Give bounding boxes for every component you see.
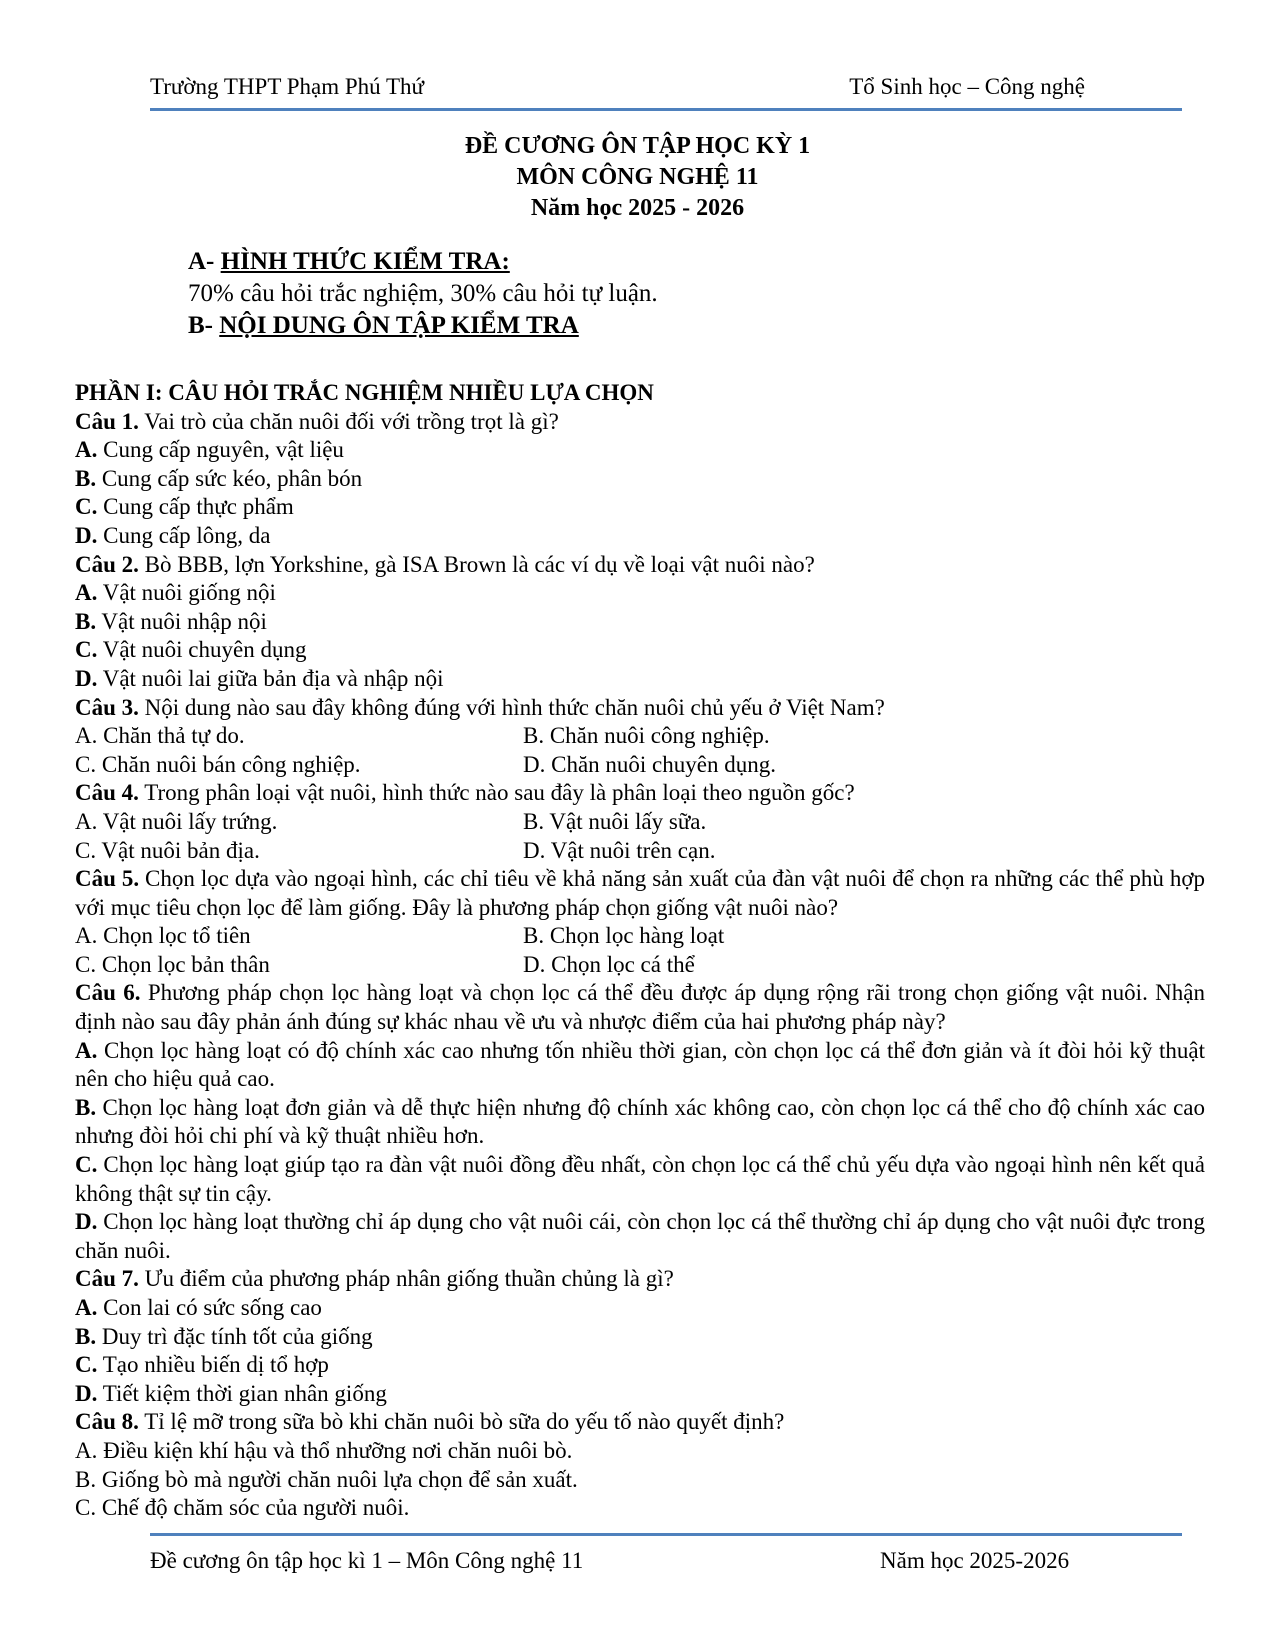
title-line-1: ĐỀ CƯƠNG ÔN TẬP HỌC KỲ 1: [464, 133, 811, 159]
question-4: Câu 4. Trong phân loại vật nuôi, hình thức nào sau đây là phân loại theo nguồn gốc?: [75, 780, 855, 806]
title-line-2: MÔN CÔNG NGHỆ 11: [516, 164, 759, 190]
question-4-option-d: D. Vật nuôi trên cạn.: [523, 837, 716, 863]
part-heading: PHẦN I: CÂU HỎI TRẮC NGHIỆM NHIỀU LỰA CHỌN: [75, 380, 654, 405]
question-4-option-c: C. Vật nuôi bản địa.: [75, 837, 260, 863]
question-8-option-a: A. Điều kiện khí hậu và thổ nhưỡng nơi chăn nuôi bò.: [75, 1437, 573, 1463]
question-6-option-c: C. Chọn lọc hàng loạt giúp tạo ra đàn vật nuôi đồng đều nhất, còn chọn lọc cá thể chủ yếu dựa vào ngoại hình nên kết quả không thật sự tin cậy.: [75, 1152, 1205, 1206]
question-6-option-b: B. Chọn lọc hàng loạt đơn giản và dễ thực hiện nhưng độ chính xác không cao, còn chọn lọc cá thể cho độ chính xác cao nhưng đòi hỏi chi phí và kỹ thuật nhiều hơn.: [75, 1094, 1205, 1149]
question-3-option-d: D. Chăn nuôi chuyên dụng.: [523, 751, 776, 777]
question-1-option-d: D. Cung cấp lông, da: [75, 522, 271, 548]
footer-rule: [150, 1533, 1182, 1536]
question-7-option-c: C. Tạo nhiều biến dị tổ hợp: [75, 1352, 329, 1378]
footer-title: Đề cương ôn tập học kì 1 – Môn Công nghệ 11: [150, 1548, 584, 1573]
question-3-option-a: A. Chăn thả tự do.: [75, 723, 245, 749]
footer-year: Năm học 2025-2026: [880, 1548, 1070, 1573]
question-7-option-b: B. Duy trì đặc tính tốt của giống: [75, 1323, 373, 1349]
question-8-option-c: C. Chế độ chăm sóc của người nuôi.: [75, 1495, 410, 1521]
section-a-heading: A- HÌNH THỨC KIỂM TRA:: [188, 248, 510, 275]
question-2-option-c: C. Vật nuôi chuyên dụng: [75, 637, 307, 663]
question-4-option-a: A. Vật nuôi lấy trứng.: [75, 808, 278, 834]
question-2: Câu 2. Bò BBB, lợn Yorkshine, gà ISA Brown là các ví dụ về loại vật nuôi nào?: [75, 551, 815, 577]
page-header: [150, 74, 1125, 104]
question-1: Câu 1. Vai trò của chăn nuôi đối với trồng trọt là gì?: [75, 408, 559, 434]
question-3: Câu 3. Nội dung nào sau đây không đúng với hình thức chăn nuôi chủ yếu ở Việt Nam?: [75, 694, 885, 720]
question-1-option-a: A. Cung cấp nguyên, vật liệu: [75, 437, 344, 463]
question-7-option-d: D. Tiết kiệm thời gian nhân giống: [75, 1380, 387, 1406]
question-8: Câu 8. Tỉ lệ mỡ trong sữa bò khi chăn nuôi bò sữa do yếu tố nào quyết định?: [75, 1409, 785, 1435]
question-4-options-row-1: [75, 808, 1205, 837]
question-5: Câu 5. Chọn lọc dựa vào ngoại hình, các chỉ tiêu về khả năng sản xuất của đàn vật nuôi để chọn ra những các thể phù hợp với mục tiêu chọn lọc để làm giống. Đây là phương pháp chọn giống vật nuôi nào?: [75, 866, 1205, 920]
question-2-option-b: B. Vật nuôi nhập nội: [75, 608, 267, 634]
question-5-options-row-2: [75, 951, 1205, 980]
question-3-options-row-1: [75, 722, 1205, 751]
section-a: [188, 246, 658, 342]
document-title: [0, 131, 1275, 224]
question-5-option-b: B. Chọn lọc hàng loạt: [523, 923, 725, 949]
question-5-options-row-1: [75, 922, 1205, 951]
question-3-options-row-2: [75, 751, 1205, 780]
question-5-option-a: A. Chọn lọc tổ tiên: [75, 923, 251, 949]
section-a-text: 70% câu hỏi trắc nghiệm, 30% câu hỏi tự luận.: [188, 280, 658, 307]
question-1-option-b: B. Cung cấp sức kéo, phân bón: [75, 465, 363, 491]
question-2-option-d: D. Vật nuôi lai giữa bản địa và nhập nội: [75, 665, 444, 691]
question-4-options-row-2: [75, 837, 1205, 866]
question-4-option-b: B. Vật nuôi lấy sữa.: [523, 808, 707, 834]
question-1-option-c: C. Cung cấp thực phẩm: [75, 494, 294, 520]
question-3-option-b: B. Chăn nuôi công nghiệp.: [523, 723, 770, 749]
question-2-option-a: A. Vật nuôi giống nội: [75, 580, 276, 606]
school-name: Trường THPT Phạm Phú Thứ: [150, 74, 424, 99]
department-name: Tổ Sinh học – Công nghệ: [849, 74, 1085, 99]
section-b-heading: B- NỘI DUNG ÔN TẬP KIỂM TRA: [188, 312, 579, 339]
question-6-option-d: D. Chọn lọc hàng loạt thường chỉ áp dụng cho vật nuôi cái, còn chọn lọc cá thể thường chỉ áp dụng cho vật nuôi đực trong chăn nuôi.: [75, 1209, 1205, 1263]
question-list: [75, 379, 1205, 1523]
question-7: Câu 7. Ưu điểm của phương pháp nhân giống thuần chủng là gì?: [75, 1266, 674, 1292]
header-rule: [150, 108, 1182, 111]
question-7-option-a: A. Con lai có sức sống cao: [75, 1295, 322, 1320]
question-6: Câu 6. Phương pháp chọn lọc hàng loạt và chọn lọc cá thể đều được áp dụng rộng rãi trong chọn giống vật nuôi. Nhận định nào sau đây phản ánh đúng sự khác nhau về ưu và nhược điểm của hai phương pháp này?: [75, 980, 1205, 1035]
title-line-3: Năm học 2025 - 2026: [530, 195, 745, 221]
question-5-option-d: D. Chọn lọc cá thể: [523, 951, 695, 977]
question-3-option-c: C. Chăn nuôi bán công nghiệp.: [75, 751, 361, 777]
question-5-option-c: C. Chọn lọc bản thân: [75, 951, 270, 977]
question-6-option-a: A. Chọn lọc hàng loạt có độ chính xác cao nhưng tốn nhiều thời gian, còn chọn lọc cá thể đơn giản và ít đòi hỏi kỹ thuật nên cho hiệu quả cao.: [75, 1037, 1205, 1092]
question-8-option-b: B. Giống bò mà người chăn nuôi lựa chọn để sản xuất.: [75, 1466, 578, 1492]
